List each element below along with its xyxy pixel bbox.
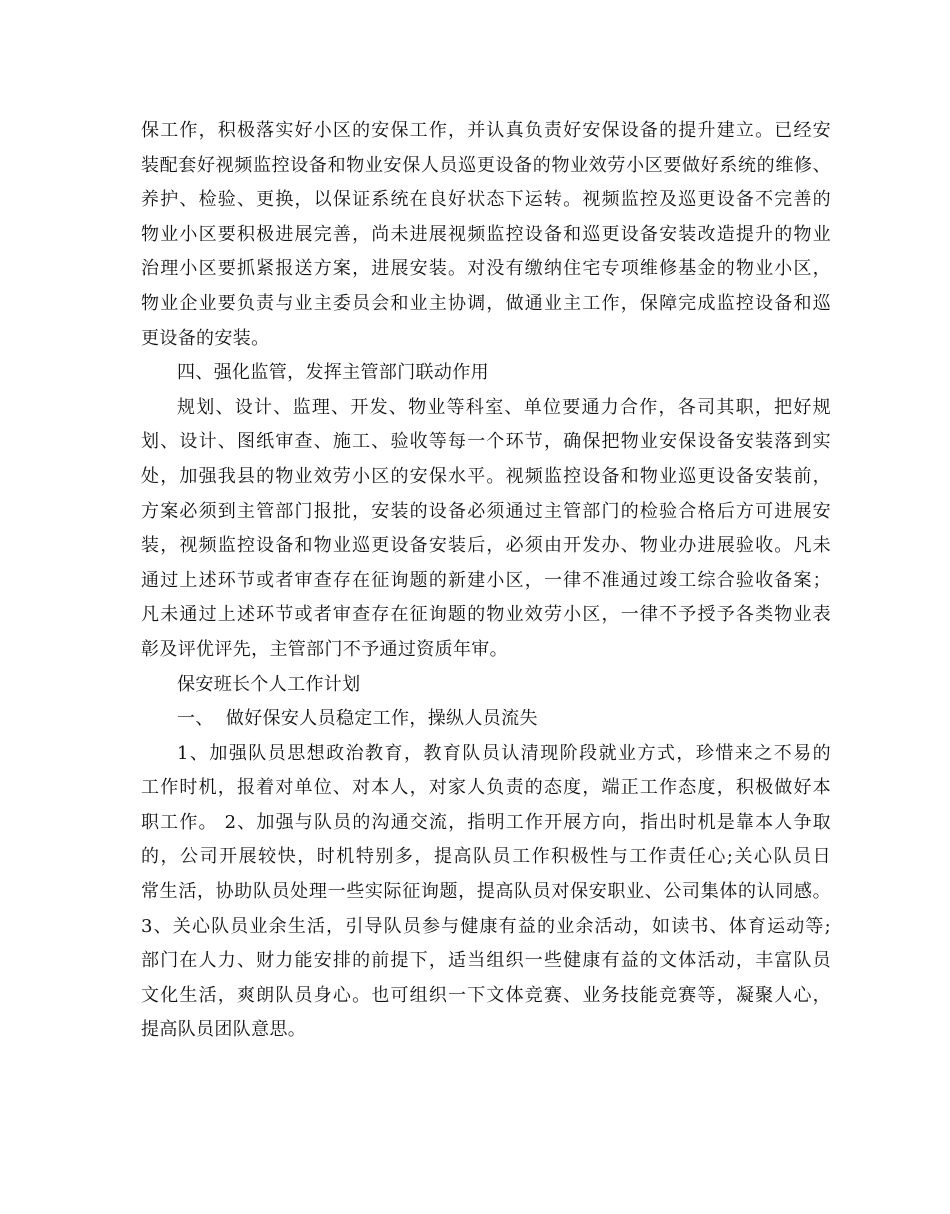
text-line: 文化生活，爽朗队员身心。也可组织一下文体竞赛、业务技能竞赛等，凝聚人心， (141, 984, 831, 1006)
text-line: 物业企业要负责与业主委员会和业主协调，做通业主工作，保障完成监控设备和巡 (141, 292, 831, 314)
text-line: 装，视频监控设备和物业巡更设备安装后，必须由开发办、物业办进展验收。凡未 (141, 535, 831, 557)
text-line: 3、关心队员业余生活，引导队员参与健康有益的业余活动，如读书、体育运动等; (141, 915, 831, 937)
text-line: 更设备的安装。 (141, 327, 270, 349)
text-line: 提高队员团队意思。 (141, 1019, 307, 1041)
text-line: 保工作，积极落实好小区的安保工作，并认真负责好安保设备的提升建立。已经安 (141, 120, 831, 141)
text-line: 治理小区要抓紧报送方案，进展安装。对没有缴纳住宅专项维修基金的物业小区， (141, 258, 831, 280)
text-line: 部门在人力、财力能安排的前提下，适当组织一些健康有益的文体活动，丰富队员 (141, 950, 831, 972)
text-line: 的，公司开展较快，时机特别多，提高队员工作积极性与工作责任心;关心队员日 (141, 846, 831, 868)
text-line: 物业小区要积极进展完善，尚未进展视频监控设备和巡更设备安装改造提升的物业 (141, 223, 831, 245)
text-line: 规划、设计、监理、开发、物业等科室、单位要通力合作，各司其职，把好规 (177, 396, 831, 418)
document-title: 保安班长个人工作计划 (177, 673, 361, 695)
text-line: 常生活，协助队员处理一些实际征询题，提高队员对保安职业、公司集体的认同感。 (141, 881, 831, 903)
document-body (141, 114, 831, 1048)
section-heading: 四、强化监管，发挥主管部门联动作用 (177, 362, 489, 384)
text-line: 装配套好视频监控设备和物业安保人员巡更设备的物业效劳小区要做好系统的维修、 (141, 154, 831, 176)
text-line: 方案必须到主管部门报批，安装的设备必须通过主管部门的检验合格后方可进展安 (141, 500, 831, 522)
text-line: 1、加强队员思想政治教育，教育队员认清现阶段就业方式，珍惜来之不易的 (177, 742, 831, 764)
text-line: 通过上述环节或者审查存在征询题的新建小区，一律不准通过竣工综合验收备案； (141, 569, 831, 591)
text-line: 凡未通过上述环节或者审查存在征询题的物业效劳小区，一律不予授予各类物业表 (141, 604, 831, 626)
text-line: 养护、检验、更换，以保证系统在良好状态下运转。视频监控及巡更设备不完善的 (141, 189, 831, 211)
text-line: 职工作。 2、加强与队员的沟通交流，指明工作开展方向，指出时机是靠本人争取 (141, 811, 831, 833)
text-line: 工作时机，报着对单位、对本人，对家人负责的态度，端正工作态度，积极做好本 (141, 777, 831, 799)
text-line: 处，加强我县的物业效劳小区的安保水平。视频监控设备和物业巡更设备安装前， (141, 465, 831, 487)
text-line: 彰及评优评先，主管部门不予通过资质年审。 (141, 638, 508, 660)
section-heading: 一、 做好保安人员稳定工作，操纵人员流失 (177, 708, 538, 730)
text-line: 划、设计、图纸审查、施工、验收等每一个环节，确保把物业安保设备安装落到实 (141, 431, 831, 453)
